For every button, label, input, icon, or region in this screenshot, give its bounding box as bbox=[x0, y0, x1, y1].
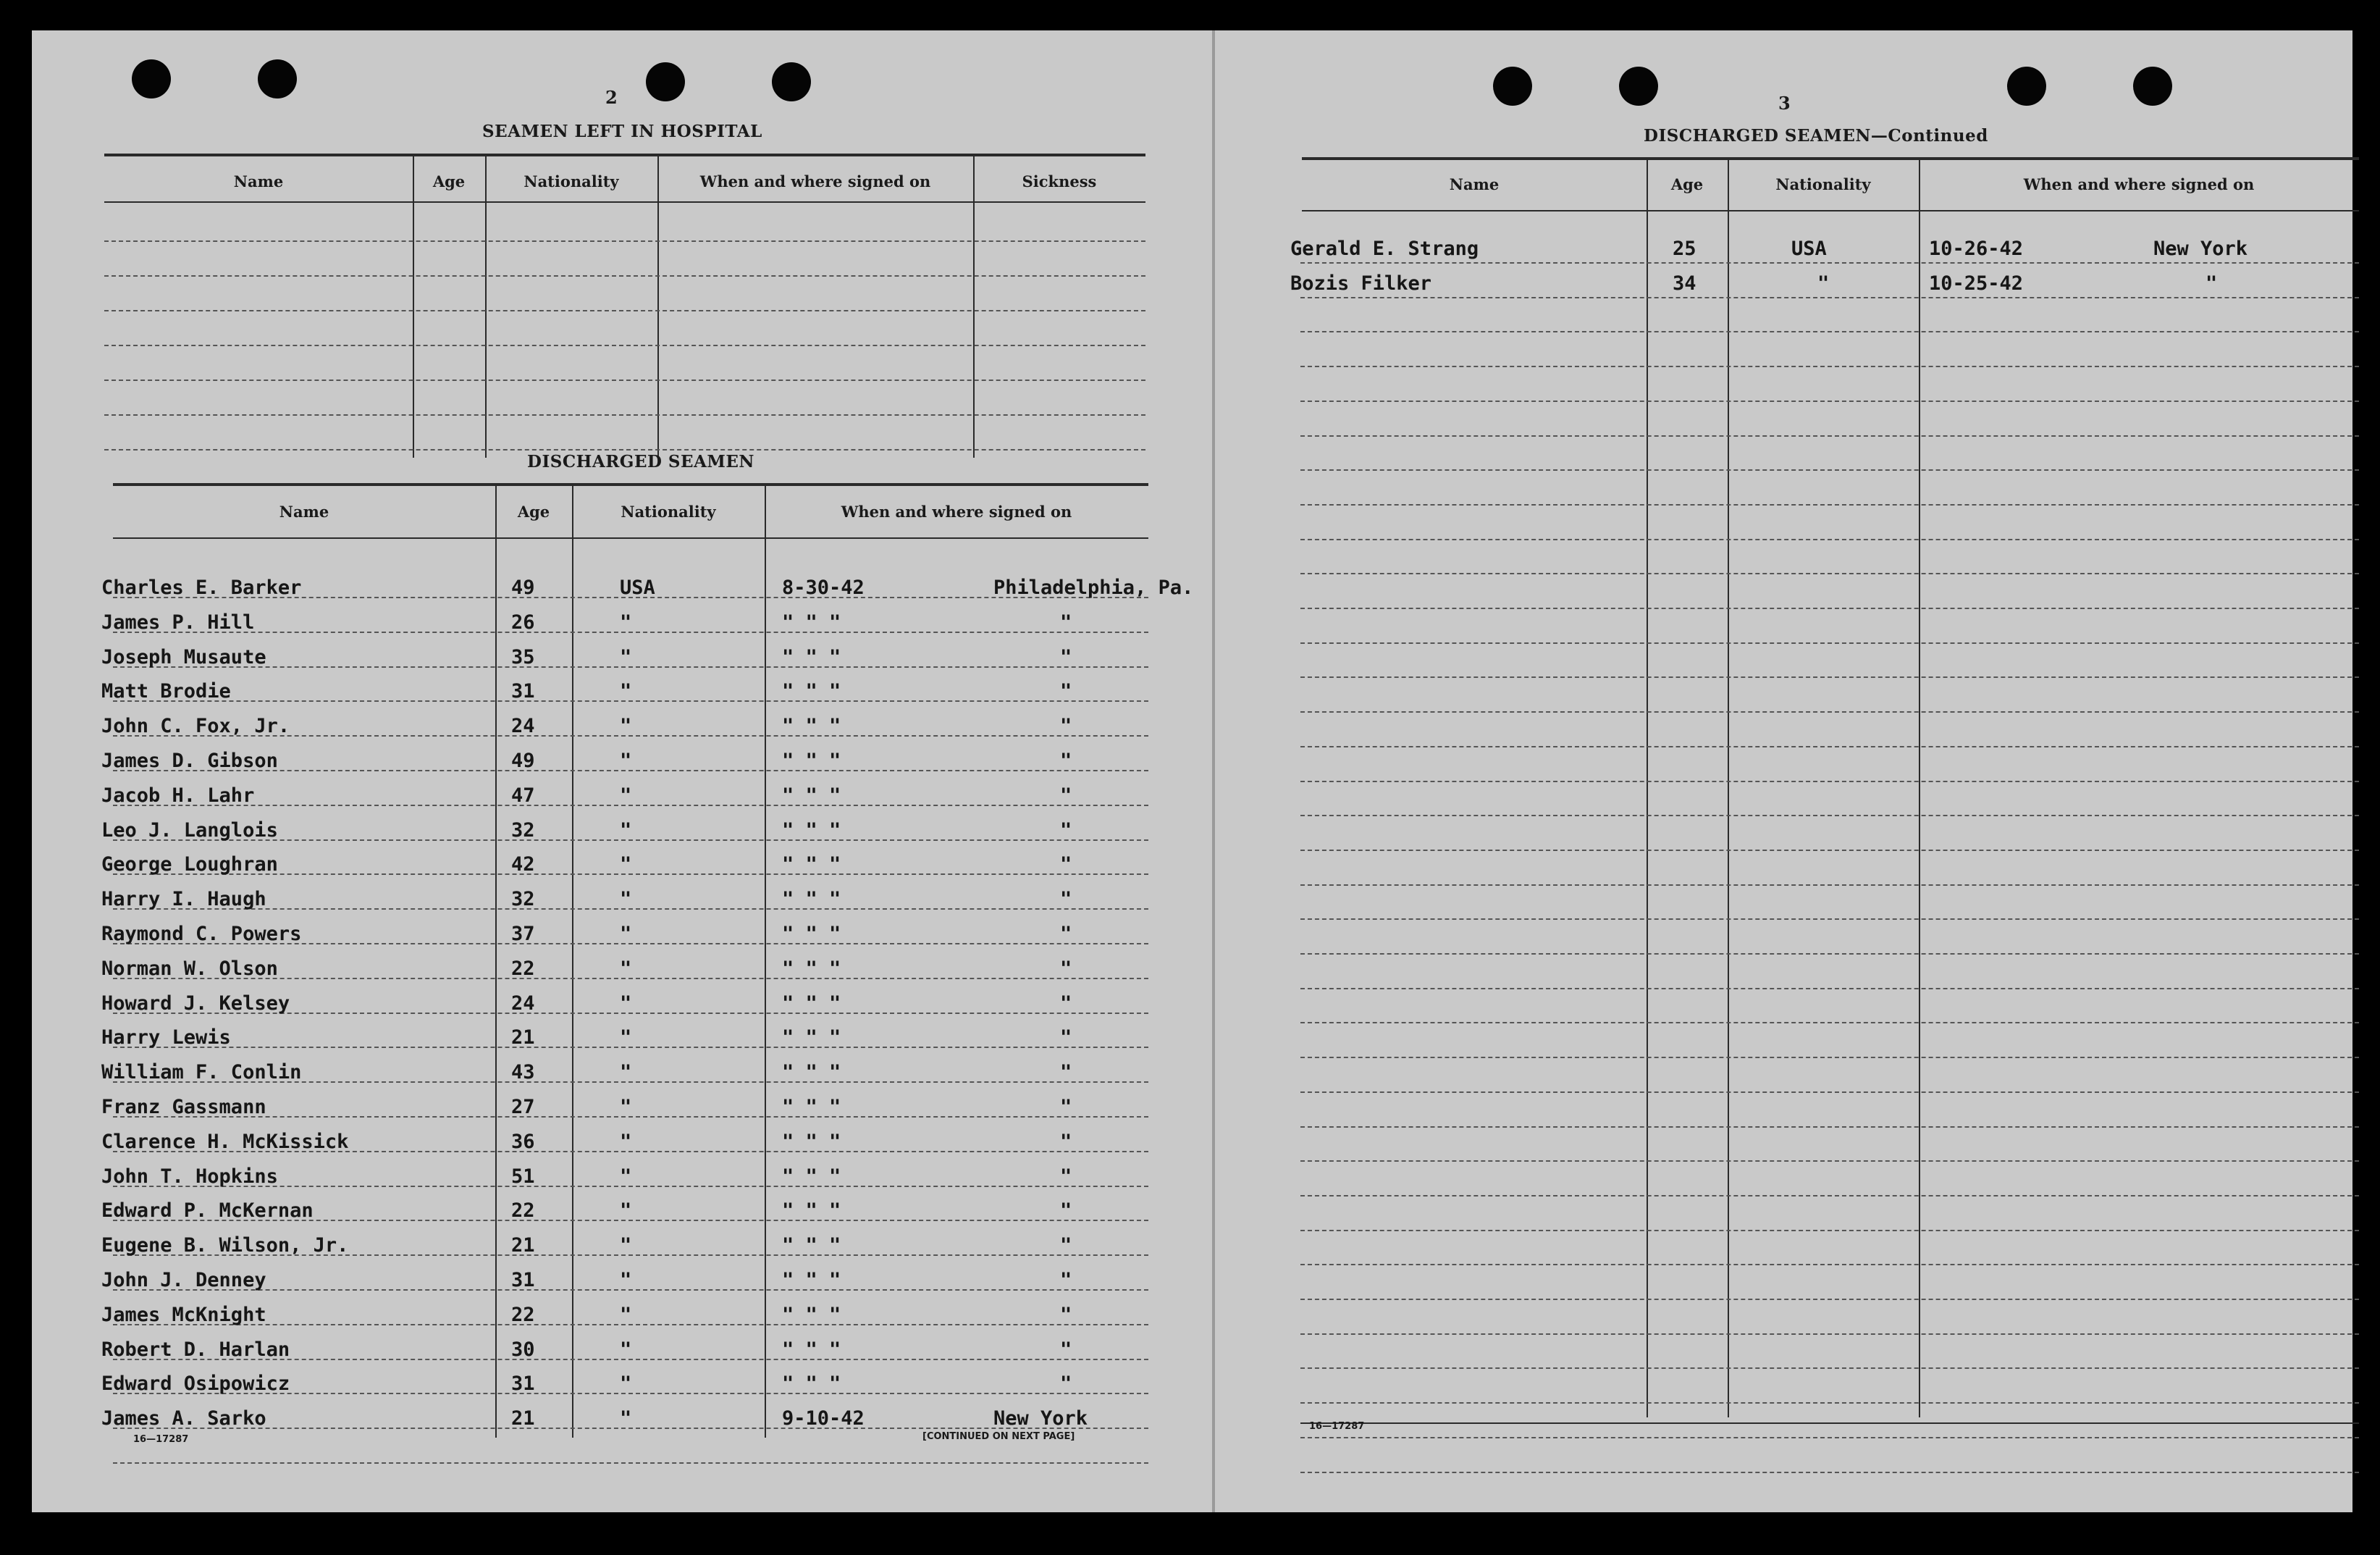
signed-on-date: " " " bbox=[782, 992, 841, 1015]
seaman-age: 22 bbox=[511, 1304, 535, 1326]
seaman-nationality: USA bbox=[1791, 238, 1827, 260]
seaman-name: Joseph Musaute bbox=[101, 646, 266, 668]
signed-on-place: " bbox=[1060, 1131, 1072, 1153]
row-line bbox=[1300, 918, 2359, 920]
signed-on-place: New York bbox=[993, 1407, 1088, 1430]
signed-on-place: " bbox=[1060, 1061, 1072, 1084]
seaman-name: John J. Denney bbox=[101, 1269, 266, 1291]
signed-on-place: Philadelphia, Pa. bbox=[993, 577, 1194, 599]
row-line bbox=[1300, 815, 2359, 816]
seaman-age: 51 bbox=[511, 1165, 535, 1188]
row-line bbox=[1300, 1195, 2359, 1196]
seaman-nationality: " bbox=[620, 1269, 632, 1291]
seaman-age: 26 bbox=[511, 611, 535, 634]
seaman-age: 21 bbox=[511, 1026, 535, 1049]
column-header: Nationality bbox=[523, 172, 619, 190]
table-row bbox=[32, 1372, 1212, 1401]
signed-on-date: " " " bbox=[782, 888, 841, 910]
seaman-age: 34 bbox=[1673, 272, 1696, 295]
seaman-name: William F. Conlin bbox=[101, 1061, 302, 1084]
signed-on-date: " " " bbox=[782, 1131, 841, 1153]
seaman-nationality: " bbox=[620, 1165, 632, 1188]
column-header: Age bbox=[432, 172, 466, 190]
seaman-nationality: " bbox=[620, 1131, 632, 1153]
seaman-name: Charles E. Barker bbox=[101, 577, 302, 599]
row-line bbox=[1300, 1057, 2359, 1058]
column-header: When and where signed on bbox=[841, 503, 1072, 521]
signed-on-place: New York bbox=[2153, 238, 2248, 260]
signed-on-date: " " " bbox=[782, 611, 841, 634]
row-line bbox=[104, 310, 1145, 311]
column-divider bbox=[485, 155, 487, 458]
right-page bbox=[1215, 30, 2352, 1512]
table-row bbox=[32, 992, 1212, 1021]
signed-on-date: 9-10-42 bbox=[782, 1407, 865, 1430]
seaman-name: Gerald E. Strang bbox=[1290, 238, 1479, 260]
column-header: Name bbox=[233, 172, 284, 190]
seaman-nationality: " bbox=[620, 992, 632, 1015]
row-line bbox=[1300, 1264, 2359, 1265]
header-rule bbox=[1302, 157, 2359, 160]
table-row bbox=[32, 1096, 1212, 1125]
row-line bbox=[1300, 1333, 2359, 1335]
seaman-nationality: " bbox=[620, 1199, 632, 1222]
seaman-age: 22 bbox=[511, 957, 535, 980]
seaman-name: John T. Hopkins bbox=[101, 1165, 278, 1188]
seaman-name: Harry I. Haugh bbox=[101, 888, 266, 910]
table-row bbox=[32, 577, 1212, 605]
continued-note: [CONTINUED ON NEXT PAGE] bbox=[922, 1431, 1075, 1442]
row-line bbox=[1300, 711, 2359, 713]
column-header: Age bbox=[517, 503, 550, 521]
seaman-age: 31 bbox=[511, 1372, 535, 1395]
row-line bbox=[1300, 781, 2359, 782]
seaman-age: 49 bbox=[511, 577, 535, 599]
signed-on-date: " " " bbox=[782, 646, 841, 668]
seaman-age: 30 bbox=[511, 1338, 535, 1361]
signed-on-place: " bbox=[1060, 1269, 1072, 1291]
seaman-name: Franz Gassmann bbox=[101, 1096, 266, 1118]
seaman-name: Raymond C. Powers bbox=[101, 923, 302, 945]
signed-on-place: " bbox=[1060, 715, 1072, 737]
signed-on-date: " " " bbox=[782, 1061, 841, 1084]
row-line bbox=[1300, 1402, 2359, 1404]
form-number: 16—17287 bbox=[1309, 1421, 1365, 1432]
signed-on-date: " " " bbox=[782, 1199, 841, 1222]
signed-on-date: " " " bbox=[782, 1234, 841, 1257]
seaman-age: 43 bbox=[511, 1061, 535, 1084]
signed-on-place: " bbox=[1060, 1165, 1072, 1188]
seaman-age: 25 bbox=[1673, 238, 1696, 260]
table-row bbox=[32, 1304, 1212, 1333]
signed-on-date: " " " bbox=[782, 1304, 841, 1326]
seaman-nationality: " bbox=[620, 1407, 632, 1430]
table-row bbox=[32, 750, 1212, 779]
seaman-nationality: " bbox=[620, 1026, 632, 1049]
signed-on-date: 10-26-42 bbox=[1929, 238, 2024, 260]
row-line bbox=[1300, 676, 2359, 678]
table-row bbox=[32, 611, 1212, 640]
row-line bbox=[104, 380, 1145, 381]
signed-on-date: " " " bbox=[782, 1026, 841, 1049]
row-line bbox=[104, 240, 1145, 242]
row-line bbox=[104, 449, 1145, 450]
signed-on-date: " " " bbox=[782, 1165, 841, 1188]
table-row bbox=[32, 1131, 1212, 1160]
table-row bbox=[32, 957, 1212, 986]
bottom-rule bbox=[1300, 1422, 2359, 1424]
seaman-name: Edward P. McKernan bbox=[101, 1199, 314, 1222]
seaman-name: James A. Sarko bbox=[101, 1407, 266, 1430]
seaman-age: 47 bbox=[511, 784, 535, 807]
seaman-age: 49 bbox=[511, 750, 535, 772]
seaman-nationality: " bbox=[620, 784, 632, 807]
signed-on-place: " bbox=[1060, 680, 1072, 703]
column-header: Nationality bbox=[621, 503, 716, 521]
seaman-age: 32 bbox=[511, 888, 535, 910]
seaman-age: 21 bbox=[511, 1234, 535, 1257]
row-line bbox=[1300, 366, 2359, 367]
table-row bbox=[1215, 272, 2352, 301]
column-divider bbox=[1647, 159, 1648, 1417]
seaman-nationality: " bbox=[620, 1372, 632, 1395]
header-rule bbox=[104, 154, 1145, 156]
seaman-nationality: " bbox=[620, 1096, 632, 1118]
row-line bbox=[1300, 953, 2359, 955]
table-row bbox=[32, 888, 1212, 917]
signed-on-place: " bbox=[1060, 784, 1072, 807]
page-number: 3 bbox=[1778, 93, 1791, 114]
signed-on-place: " bbox=[1060, 1372, 1072, 1395]
signed-on-place: " bbox=[1060, 888, 1072, 910]
seaman-age: 24 bbox=[511, 992, 535, 1015]
row-line bbox=[104, 414, 1145, 416]
row-line bbox=[1300, 401, 2359, 402]
row-line bbox=[1300, 1299, 2359, 1300]
seaman-age: 21 bbox=[511, 1407, 535, 1430]
seaman-nationality: " bbox=[620, 1338, 632, 1361]
page-number: 2 bbox=[605, 87, 618, 108]
signed-on-place: " bbox=[1060, 611, 1072, 634]
signed-on-place: " bbox=[1060, 819, 1072, 842]
signed-on-place: " bbox=[1060, 1199, 1072, 1222]
header-rule bbox=[113, 537, 1148, 539]
seaman-nationality: " bbox=[620, 715, 632, 737]
table-row bbox=[1215, 238, 2352, 267]
signed-on-date: " " " bbox=[782, 1269, 841, 1291]
signed-on-place: " bbox=[1060, 750, 1072, 772]
table-row bbox=[32, 1165, 1212, 1194]
seaman-name: Norman W. Olson bbox=[101, 957, 278, 980]
seaman-age: 31 bbox=[511, 1269, 535, 1291]
table-row bbox=[32, 1234, 1212, 1263]
table-row bbox=[32, 1338, 1212, 1367]
row-line bbox=[1300, 988, 2359, 989]
column-divider bbox=[657, 155, 659, 458]
column-header: Name bbox=[279, 503, 329, 521]
signed-on-place: " bbox=[1060, 646, 1072, 668]
seaman-age: 42 bbox=[511, 853, 535, 876]
table-row bbox=[32, 680, 1212, 709]
column-header: Name bbox=[1449, 175, 1500, 193]
signed-on-date: " " " bbox=[782, 715, 841, 737]
table-row bbox=[32, 819, 1212, 848]
hospital-section-title: SEAMEN LEFT IN HOSPITAL bbox=[482, 122, 762, 141]
table-row bbox=[32, 784, 1212, 813]
table-row bbox=[32, 1199, 1212, 1228]
row-line bbox=[1300, 608, 2359, 609]
seaman-age: 36 bbox=[511, 1131, 535, 1153]
signed-on-date: " " " bbox=[782, 957, 841, 980]
header-rule bbox=[113, 483, 1148, 486]
row-line bbox=[1300, 1472, 2359, 1473]
column-divider bbox=[1919, 159, 1920, 1417]
row-line bbox=[1300, 573, 2359, 574]
row-line bbox=[1300, 1022, 2359, 1023]
signed-on-place: " bbox=[1060, 957, 1072, 980]
row-line bbox=[1300, 850, 2359, 851]
seaman-nationality: " bbox=[620, 1234, 632, 1257]
seaman-name: James P. Hill bbox=[101, 611, 255, 634]
seaman-nationality: " bbox=[620, 888, 632, 910]
table-row bbox=[32, 1026, 1212, 1055]
row-line bbox=[113, 1462, 1148, 1464]
row-line bbox=[1300, 1091, 2359, 1093]
seaman-age: 22 bbox=[511, 1199, 535, 1222]
row-line bbox=[1300, 1230, 2359, 1231]
signed-on-place: " bbox=[1060, 923, 1072, 945]
signed-on-place: " bbox=[2206, 272, 2218, 295]
seaman-nationality: " bbox=[620, 957, 632, 980]
seaman-nationality: USA bbox=[620, 577, 655, 599]
row-line bbox=[104, 345, 1145, 346]
seaman-name: Leo J. Langlois bbox=[101, 819, 278, 842]
table-row bbox=[32, 1061, 1212, 1090]
table-row bbox=[32, 646, 1212, 675]
row-line bbox=[1300, 435, 2359, 437]
row-line bbox=[1300, 1126, 2359, 1128]
signed-on-date: " " " bbox=[782, 1338, 841, 1361]
row-line bbox=[1300, 469, 2359, 471]
seaman-nationality: " bbox=[620, 819, 632, 842]
seaman-nationality: " bbox=[620, 923, 632, 945]
seaman-name: Howard J. Kelsey bbox=[101, 992, 290, 1015]
column-divider bbox=[1728, 159, 1729, 1417]
signed-on-date: " " " bbox=[782, 784, 841, 807]
signed-on-place: " bbox=[1060, 1338, 1072, 1361]
row-line bbox=[1300, 746, 2359, 747]
signed-on-date: " " " bbox=[782, 819, 841, 842]
signed-on-date: " " " bbox=[782, 853, 841, 876]
signed-on-date: " " " bbox=[782, 680, 841, 703]
seaman-name: George Loughran bbox=[101, 853, 278, 876]
signed-on-place: " bbox=[1060, 1304, 1072, 1326]
seaman-name: Eugene B. Wilson, Jr. bbox=[101, 1234, 349, 1257]
discharged-continued-title: DISCHARGED SEAMEN—Continued bbox=[1644, 126, 1988, 146]
signed-on-place: " bbox=[1060, 992, 1072, 1015]
signed-on-place: " bbox=[1060, 853, 1072, 876]
document-sheet bbox=[32, 30, 2352, 1512]
seaman-nationality: " bbox=[620, 1061, 632, 1084]
form-number: 16—17287 bbox=[133, 1434, 189, 1445]
column-divider bbox=[413, 155, 414, 458]
seaman-age: 31 bbox=[511, 680, 535, 703]
left-page bbox=[32, 30, 1212, 1512]
signed-on-place: " bbox=[1060, 1234, 1072, 1257]
column-header: Nationality bbox=[1775, 175, 1871, 193]
table-row bbox=[32, 923, 1212, 952]
table-row bbox=[32, 715, 1212, 744]
row-line bbox=[1300, 1367, 2359, 1369]
signed-on-date: 8-30-42 bbox=[782, 577, 865, 599]
seaman-age: 37 bbox=[511, 923, 535, 945]
seaman-nationality: " bbox=[620, 1304, 632, 1326]
discharged-section-title: DISCHARGED SEAMEN bbox=[527, 452, 754, 471]
seaman-nationality: " bbox=[1817, 272, 1830, 295]
seaman-age: 35 bbox=[511, 646, 535, 668]
row-line bbox=[1300, 331, 2359, 332]
signed-on-place: " bbox=[1060, 1096, 1072, 1118]
signed-on-place: " bbox=[1060, 1026, 1072, 1049]
column-divider bbox=[973, 155, 975, 458]
seaman-nationality: " bbox=[620, 680, 632, 703]
signed-on-date: " " " bbox=[782, 1096, 841, 1118]
row-line bbox=[104, 275, 1145, 277]
seaman-name: Bozis Filker bbox=[1290, 272, 1432, 295]
seaman-name: Jacob H. Lahr bbox=[101, 784, 255, 807]
table-row bbox=[32, 853, 1212, 882]
signed-on-date: " " " bbox=[782, 750, 841, 772]
seaman-name: Edward Osipowicz bbox=[101, 1372, 290, 1395]
column-header: Sickness bbox=[1022, 172, 1097, 190]
signed-on-date: 10-25-42 bbox=[1929, 272, 2024, 295]
row-line bbox=[1300, 642, 2359, 644]
column-header: Age bbox=[1670, 175, 1704, 193]
seaman-name: Matt Brodie bbox=[101, 680, 231, 703]
seaman-name: James D. Gibson bbox=[101, 750, 278, 772]
row-line bbox=[1300, 1437, 2359, 1438]
header-rule bbox=[1302, 210, 2359, 211]
column-header: When and where signed on bbox=[699, 172, 931, 190]
seaman-name: Clarence H. McKissick bbox=[101, 1131, 349, 1153]
row-line bbox=[1300, 1160, 2359, 1162]
seaman-nationality: " bbox=[620, 750, 632, 772]
seaman-nationality: " bbox=[620, 853, 632, 876]
row-line bbox=[1300, 884, 2359, 886]
seaman-name: John C. Fox, Jr. bbox=[101, 715, 290, 737]
seaman-name: James McKnight bbox=[101, 1304, 266, 1326]
row-line bbox=[1300, 504, 2359, 506]
table-row bbox=[32, 1269, 1212, 1298]
seaman-nationality: " bbox=[620, 611, 632, 634]
column-header: When and where signed on bbox=[2023, 175, 2255, 193]
seaman-age: 32 bbox=[511, 819, 535, 842]
signed-on-date: " " " bbox=[782, 923, 841, 945]
header-rule bbox=[104, 201, 1145, 203]
seaman-age: 27 bbox=[511, 1096, 535, 1118]
row-line bbox=[1300, 539, 2359, 540]
seaman-name: Harry Lewis bbox=[101, 1026, 231, 1049]
signed-on-date: " " " bbox=[782, 1372, 841, 1395]
seaman-nationality: " bbox=[620, 646, 632, 668]
seaman-name: Robert D. Harlan bbox=[101, 1338, 290, 1361]
seaman-age: 24 bbox=[511, 715, 535, 737]
